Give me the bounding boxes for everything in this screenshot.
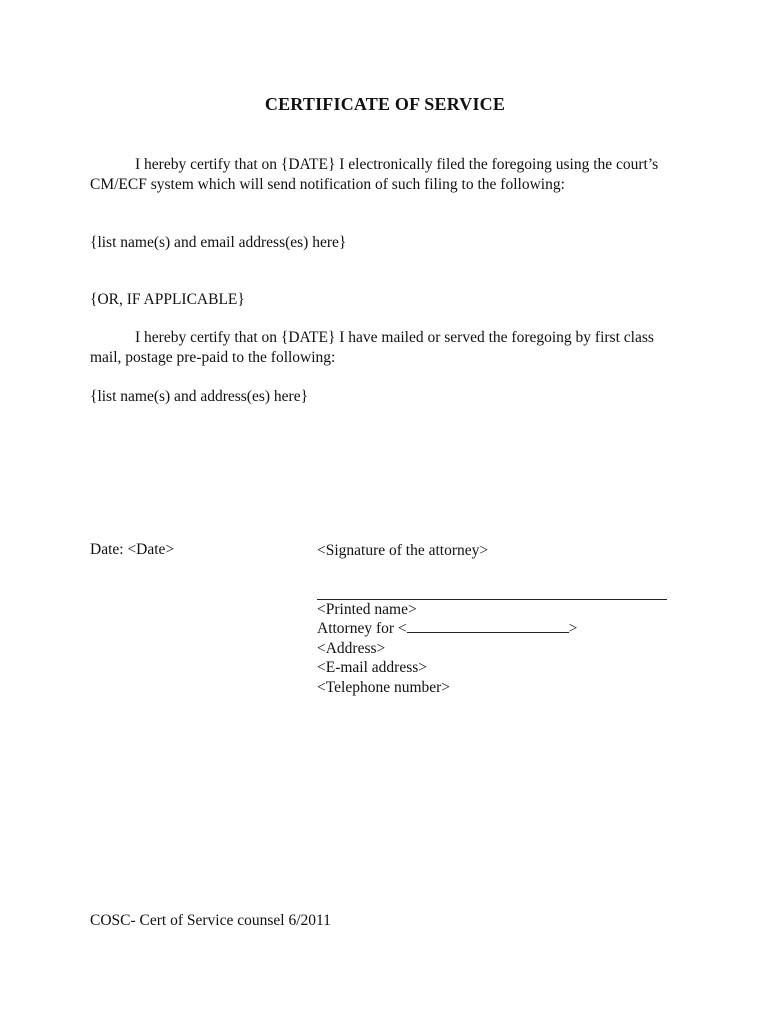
email-recipient-list-placeholder: {list name(s) and email address(es) here} [90,234,347,251]
attorney-for-line [317,619,677,639]
or-if-applicable-line: {OR, IF APPLICABLE} [90,291,245,308]
attorney-for-blank [407,619,569,633]
date-field: Date: <Date> [90,541,175,558]
attorney-for-suffix: > [568,620,578,637]
telephone-placeholder: <Telephone number> [317,678,451,696]
document-footer: COSC- Cert of Service counsel 6/2011 [90,912,331,929]
mail-service-paragraph: I hereby certify that on {DATE} I have mailed or served the foregoing by first class mail, postage pre-paid to the following: [90,329,654,366]
mail-recipient-list-placeholder: {list name(s) and address(es) here} [90,388,309,405]
printed-name: <Printed name> [317,600,417,618]
attorney-for-prefix: Attorney for < [317,620,407,637]
signature-placeholder: <Signature of the attorney> [317,542,489,559]
document-title: CERTIFICATE OF SERVICE [264,94,506,114]
address-placeholder: <Address> [317,639,386,657]
signature-block [317,541,677,697]
signature-line [317,581,667,600]
email-placeholder: <E-mail address> [317,659,428,676]
electronic-filing-paragraph: I hereby certify that on {DATE} I electronically filed the foregoing using the court’s CM/ECF system which will send notification of such filing to the following: [90,156,659,193]
